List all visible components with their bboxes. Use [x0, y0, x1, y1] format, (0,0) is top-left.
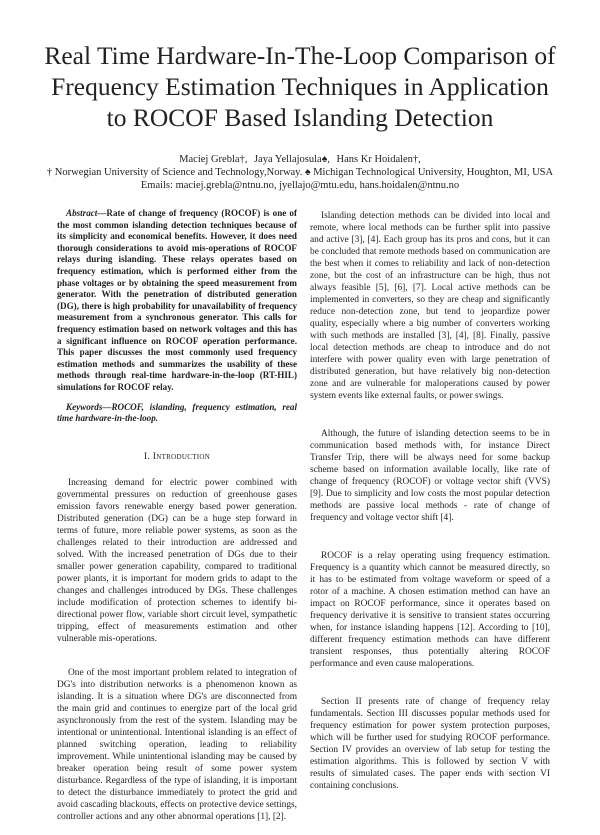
- left-column: [57, 208, 297, 835]
- affiliation-2: ♠ Michigan Technological University, Houghton, MI, USA: [305, 167, 554, 178]
- author-3: Hans Kr Hoidalen†,: [336, 154, 421, 165]
- affiliations: [40, 166, 560, 179]
- affiliation-1: † Norwegian University of Science and Technology,Norway.: [46, 167, 303, 178]
- paper-title: Real Time Hardware-In-The-Loop Comparison of Frequency Estimation Techniques in Application to ROCOF Based Islanding Detection: [44, 41, 556, 132]
- author-2: Jaya Yellajosula♠,: [254, 154, 330, 165]
- abstract-lead: Abstract—: [66, 208, 107, 218]
- keywords: Keywords—ROCOF, islanding, frequency estimation, real time hardware-in-the-loop.: [57, 401, 297, 424]
- abstract-text: Rate of change of frequency (ROCOF) is one of the most common islanding detection techniques because of its simplicity and economical benefits. However, it does need thorough considerations to avoid mis-operations of ROCOF relays during islanding. These relays operates based on frequency estimation, which is performed either from the phase voltages or by obtaining the speed measurement from generator. With the penetration of distributed generation (DG), there is high probability for unavailability of frequency measurement from a synchronous generator. This calls for frequency estimation based on network voltages and this has a significant influence on ROCOF operation performance. This paper discusses the most commonly used frequency estimation methods and summarizes the usability of these methods through real-time hardware-in-the-loop (RT-HIL) simulations for ROCOF relay.: [57, 208, 297, 392]
- paragraph: Section II presents rate of change of frequency relay fundamentals. Section III discusses popular methods used for frequency estimation for power system protection purposes, which will be further used for studying ROCOF performance. Section IV provides an overview of lab setup for testing the estimation algorithms. This is followed by section V with results of simulated cases. The paper ends with section VI containing conclusions.: [310, 697, 550, 791]
- section-heading-introduction: [57, 451, 297, 463]
- author-block: [40, 153, 560, 192]
- right-column: [310, 210, 550, 804]
- section-title: Introduction: [152, 450, 211, 462]
- author-1: Maciej Grebla†,: [179, 154, 248, 165]
- paragraph: Although, the future of islanding detection seems to be in communication based methods with, for instance Direct Transfer Trip, there will be always need for some backup scheme based on information available locally, like rate of change of frequency (ROCOF) or voltage vector shift (VVS) [9]. Due to simplicity and low costs the most popular detection methods are passive local methods - rate of change of frequency and voltage vector shift [4].: [310, 429, 550, 523]
- paragraph: Increasing demand for electric power combined with governmental pressures on reduction of greenhouse gases emission favors renewable energy based power generation. Distributed generation (DG) can be a huge step forward in terms of future, more reliable power systems, as soon as the challenges related to their introduction are addressed and solved. With the increased penetration of DGs due to their smaller power generation capability, compared to traditional power plants, it is important for modern grids to adapt to the changes and challenges introduced by DGs. These challenges include modification of protection schemes to identify bi-directional power flow, variable short circuit level, sympathetic tripping, effect of measurements estimation and other vulnerable mis-operations.: [57, 477, 297, 644]
- abstract: [57, 208, 297, 394]
- author-names: [40, 153, 560, 166]
- paragraph: ROCOF is a relay operating using frequency estimation. Frequency is a quantity which cannot be measured directly, so it has to be estimated from voltage waveform or speed of a rotor of a machine. A chosen estimation method can have an impact on ROCOF performance, since it operates based on frequency derivative it is sensitive to transient states occurring when, for instance islanding happens [12]. According to [10], different frequency estimation methods can have different transient responses, thus potentially altering ROCOF performance and even cause maloperations.: [310, 551, 550, 669]
- author-emails: Emails: maciej.grebla@ntnu.no, jyellajo@mtu.edu, hans.hoidalen@ntnu.no: [140, 180, 460, 191]
- paragraph: Islanding detection methods can be divided into local and remote, where local methods can be further split into passive and active [3], [4]. Each group has its pros and cons, but it can be concluded that remote methods based on communication are the best when it comes to reliability and lack of non-detection zone, but the cost of an infrastructure can be high, thus not always feasible [5], [6], [7]. Local active methods can be implemented in converters, so they are cheap and significantly reduce non-detection zone, but tend to jeopardize power quality, especially where a big number of converters working with such methods are installed [3], [4], [8]. Finally, passive local detection methods are cheap to introduce and do not interfere with power quality even with large penetration of distributed generation, but have relatively big non-detection zone and are vulnerable for maloperations caused by power system events like external faults, or power swings.: [310, 211, 550, 401]
- paragraph: One of the most important problem related to integration of DG's into distribution networks is a phenomenon known as islanding. It is a situation where DG's are disconnected from the main grid and continues to energize part of the local grid asynchronously from the rest of the system. Islanding may be intentional or unintentional. Intentional islanding is an effect of planned switching operation, leading to reliability improvement. While unintentional islanding may be caused by breaker operation being result of some power system disturbance. Regardless of the type of islanding, it is important to detect the disturbance immediately to protect the grid and avoid cascading blackouts, effects on protective device settings, controller actions and any other abnormal operations [1], [2].: [57, 667, 297, 822]
- section-number: I.: [143, 450, 151, 462]
